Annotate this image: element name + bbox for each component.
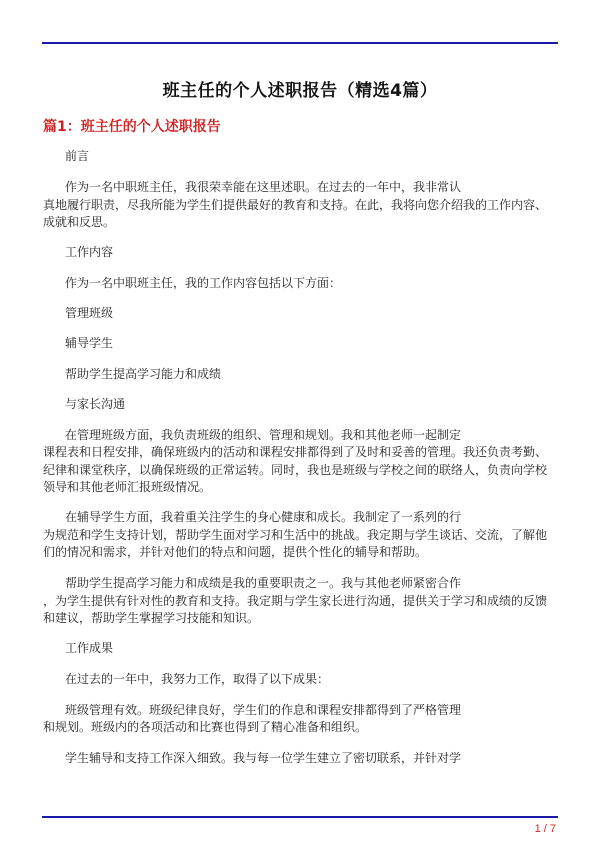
paragraph-line: 前言 (65, 149, 90, 163)
paragraph-line: 课程表和日程安排，确保班级内的活动和课程安排都得到了及时和妥善的管理。我还负责考勤、 (43, 445, 548, 459)
paragraph-line: 成就和反思。 (43, 215, 116, 229)
paragraph-line: 在辅导学生方面，我着重关注学生的身心健康和成长。我制定了一系列的行 (65, 510, 462, 524)
document-title: 班主任的个人述职报告（精选4篇） (162, 81, 438, 101)
section-heading: 篇1：班主任的个人述职报告 (43, 119, 221, 135)
paragraph-line: 在过去的一年中，我努力工作，取得了以下成果： (65, 672, 330, 686)
paragraph-line: 和规划。班级内的各项活动和比赛也得到了精心准备和组织。 (43, 720, 368, 734)
paragraph-line: ，为学生提供有针对性的教育和支持。我定期与学生家长进行沟通，提供关于学习和成绩的反馈 (43, 594, 548, 608)
paragraph-line: 领导和其他老师汇报班级情况。 (43, 480, 212, 494)
paragraph-line: 和建议，帮助学生掌握学习技能和知识。 (43, 611, 260, 625)
list-item: 帮助学生提高学习能力和成绩 (65, 367, 222, 381)
paragraph-line: 为规范和学生支持计划，帮助学生面对学习和生活中的挑战。我定期与学生谈话、交流，了解他 (43, 528, 548, 542)
paragraph-line: 学生辅导和支持工作深入细致。我与每一位学生建立了密切联系，并针对学 (65, 751, 462, 765)
list-item: 管理班级 (65, 306, 114, 320)
paragraph-line: 们的情况和需求，并针对他们的特点和问题，提供个性化的辅导和帮助。 (43, 545, 428, 559)
paragraph-line: 在管理班级方面，我负责班级的组织、管理和规划。我和其他老师一起制定 (65, 428, 462, 442)
paragraph-line: 作为一名中职班主任，我的工作内容包括以下方面： (65, 276, 342, 290)
paragraph-line: 工作成果 (65, 641, 114, 655)
paragraph-line: 工作内容 (65, 245, 114, 259)
header-rule (42, 42, 558, 44)
paragraph-line: 帮助学生提高学习能力和成绩是我的重要职责之一。我与其他老师紧密合作 (65, 576, 462, 590)
footer-rule (42, 816, 558, 818)
paragraph-line: 真地履行职责，尽我所能为学生们提供最好的教育和支持。在此，我将向您介绍我的工作内容、 (43, 198, 548, 212)
list-item: 与家长沟通 (65, 397, 126, 411)
paragraph-line: 班级管理有效。班级纪律良好，学生们的作息和课程安排都得到了严格管理 (65, 703, 462, 717)
paragraph-line: 纪律和课堂秩序，以确保班级的正常运转。同时，我也是班级与学校之间的联络人，负责向学校 (43, 463, 548, 477)
page-indicator: 1 / 7 (534, 823, 556, 835)
paragraph-line: 作为一名中职班主任，我很荣幸能在这里述职。在过去的一年中，我非常认 (65, 180, 462, 194)
list-item: 辅导学生 (65, 336, 114, 350)
